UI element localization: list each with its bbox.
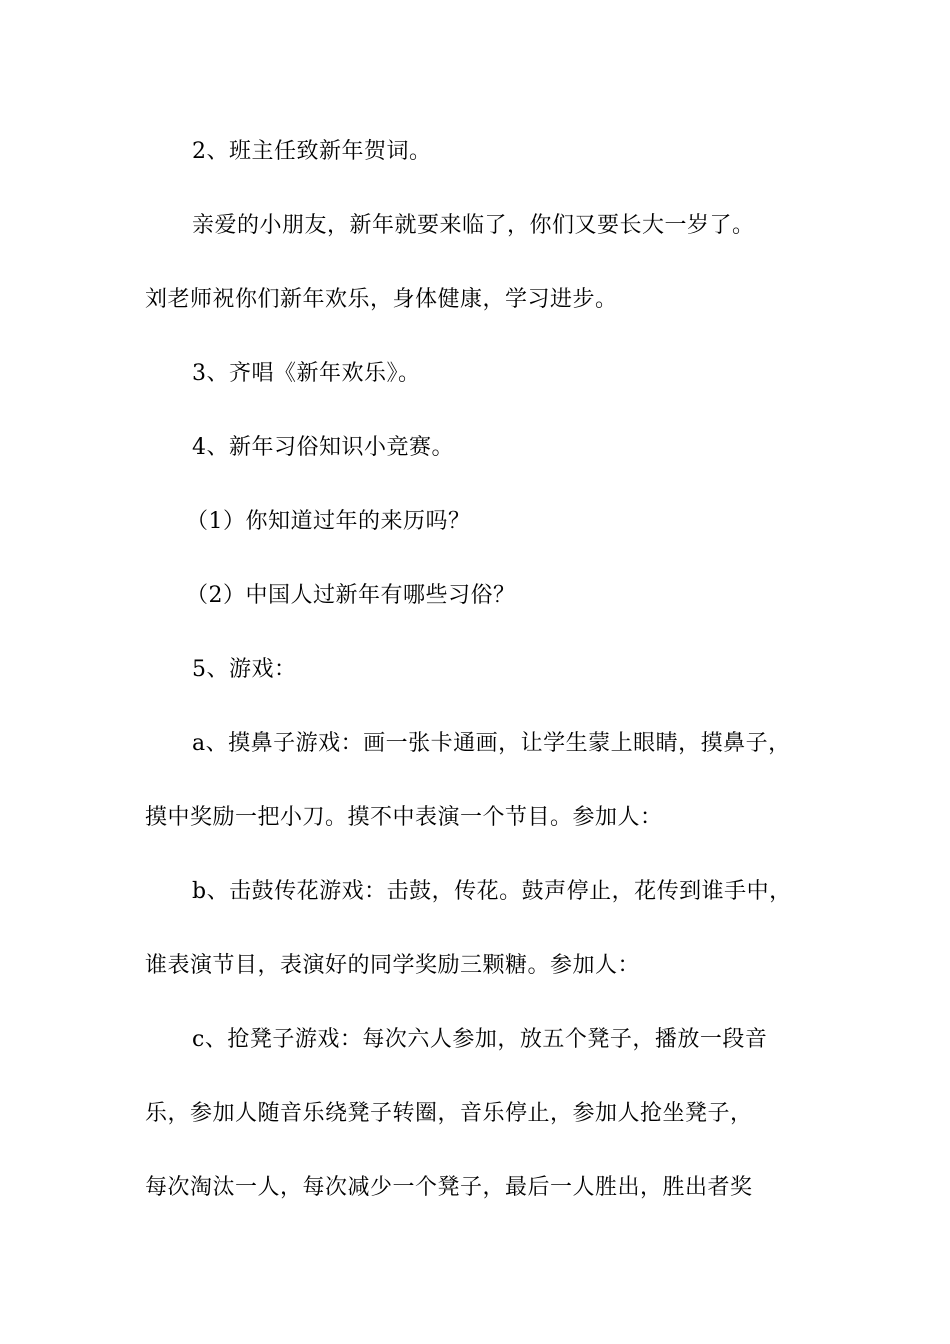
game-b-line-2: 谁表演节目，表演好的同学奖励三颗糖。参加人：	[145, 953, 641, 978]
greeting-paragraph-line-1: 亲爱的小朋友，新年就要来临了，你们又要长大一岁了。	[192, 213, 755, 238]
game-c-line-3: 每次淘汰一人，每次减少一个凳子，最后一人胜出，胜出者奖	[145, 1175, 753, 1200]
game-c-line-2: 乐，参加人随音乐绕凳子转圈，音乐停止，参加人抢坐凳子，	[145, 1101, 753, 1126]
game-b-line-1: b、击鼓传花游戏：击鼓，传花。鼓声停止，花传到谁手中，	[192, 879, 792, 904]
item-3-heading: 3、齐唱《新年欢乐》。	[192, 361, 421, 386]
game-a-line-2: 摸中奖励一把小刀。摸不中表演一个节目。参加人：	[145, 805, 663, 830]
item-4-heading: 4、新年习俗知识小竞赛。	[192, 435, 454, 460]
quiz-question-2: （2）中国人过新年有哪些习俗？	[186, 583, 516, 608]
game-c-line-1: c、抢凳子游戏：每次六人参加，放五个凳子，播放一段音	[192, 1027, 768, 1052]
game-a-line-1: a、摸鼻子游戏：画一张卡通画，让学生蒙上眼睛，摸鼻子，	[192, 731, 791, 756]
greeting-paragraph-line-2: 刘老师祝你们新年欢乐，身体健康，学习进步。	[145, 287, 618, 312]
quiz-question-1: （1）你知道过年的来历吗？	[186, 509, 471, 534]
item-5-heading: 5、游戏：	[192, 657, 297, 682]
item-2-heading: 2、班主任致新年贺词。	[192, 139, 432, 164]
